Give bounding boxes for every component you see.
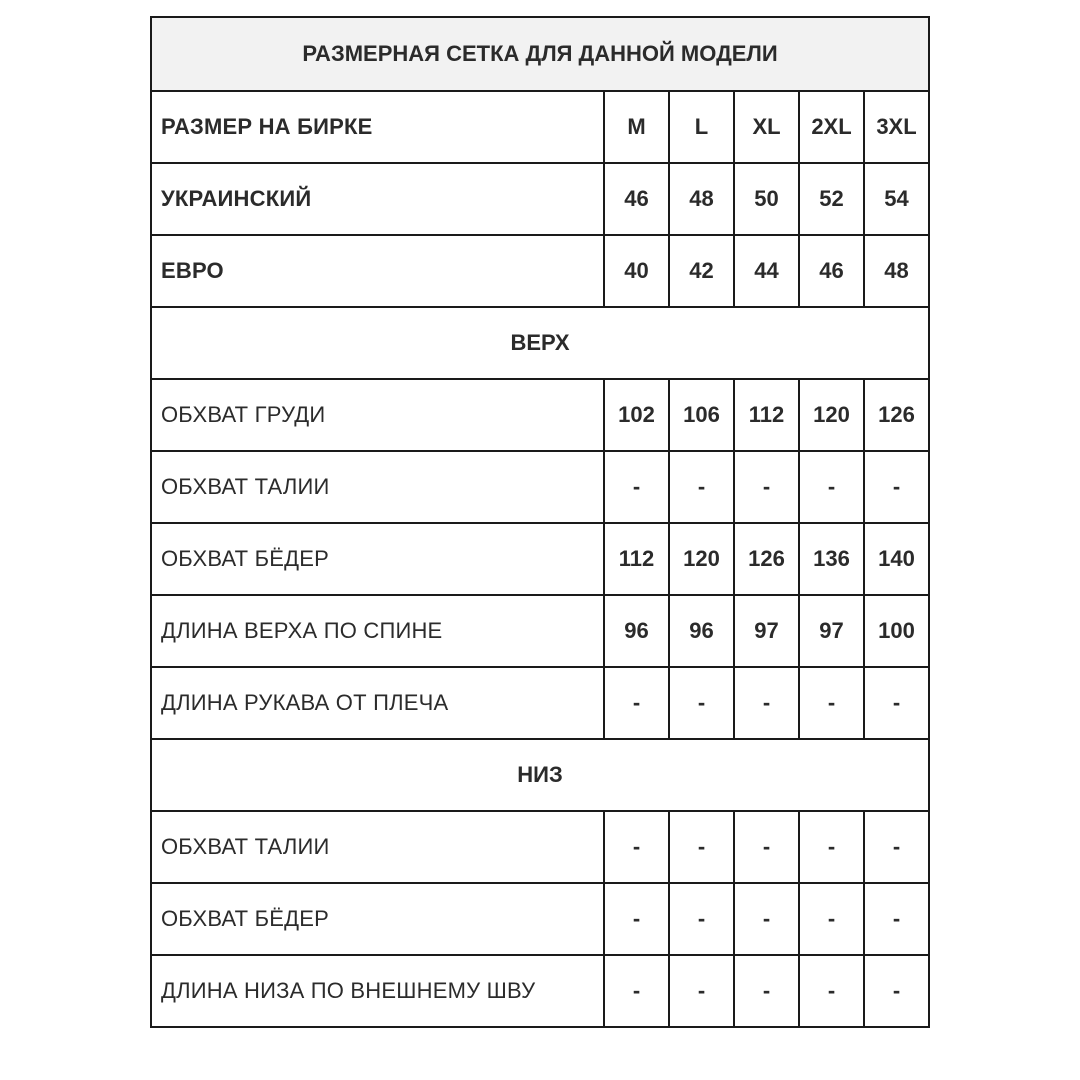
table-cell: - xyxy=(799,883,864,955)
section-header-bottom xyxy=(151,739,929,811)
row-label: ОБХВАТ БЁДЕР xyxy=(151,523,604,595)
table-cell: - xyxy=(734,883,799,955)
table-cell: 3XL xyxy=(864,91,929,163)
row-label: ДЛИНА РУКАВА ОТ ПЛЕЧА xyxy=(151,667,604,739)
table-row xyxy=(151,595,929,667)
table-cell: - xyxy=(734,667,799,739)
table-cell: - xyxy=(669,811,734,883)
row-label: ОБХВАТ БЁДЕР xyxy=(151,883,604,955)
table-cell: 120 xyxy=(799,379,864,451)
table-row xyxy=(151,955,929,1027)
table-row xyxy=(151,523,929,595)
table-row xyxy=(151,451,929,523)
table-cell: 46 xyxy=(604,163,669,235)
section-title: ВЕРХ xyxy=(151,307,929,379)
table-cell: 2XL xyxy=(799,91,864,163)
table-cell: - xyxy=(669,667,734,739)
table-cell: 96 xyxy=(669,595,734,667)
table-cell: 97 xyxy=(734,595,799,667)
table-cell: 136 xyxy=(799,523,864,595)
size-chart-table xyxy=(150,16,930,1028)
table-cell: 54 xyxy=(864,163,929,235)
table-cell: - xyxy=(604,811,669,883)
table-row xyxy=(151,667,929,739)
row-label: ДЛИНА ВЕРХА ПО СПИНЕ xyxy=(151,595,604,667)
table-cell: - xyxy=(799,451,864,523)
table-row xyxy=(151,883,929,955)
table-title-row xyxy=(151,17,929,91)
table-cell: - xyxy=(799,667,864,739)
table-cell: 48 xyxy=(864,235,929,307)
table-cell: 48 xyxy=(669,163,734,235)
table-cell: 97 xyxy=(799,595,864,667)
table-cell: - xyxy=(799,955,864,1027)
row-label: ЕВРО xyxy=(151,235,604,307)
table-cell: - xyxy=(604,451,669,523)
size-tag-row xyxy=(151,91,929,163)
table-cell: - xyxy=(864,811,929,883)
table-cell: 96 xyxy=(604,595,669,667)
table-title: РАЗМЕРНАЯ СЕТКА ДЛЯ ДАННОЙ МОДЕЛИ xyxy=(151,17,929,91)
section-header-top xyxy=(151,307,929,379)
row-label: УКРАИНСКИЙ xyxy=(151,163,604,235)
table-cell: 42 xyxy=(669,235,734,307)
table-cell: - xyxy=(604,883,669,955)
table-cell: 126 xyxy=(734,523,799,595)
row-label: ОБХВАТ ТАЛИИ xyxy=(151,811,604,883)
table-row xyxy=(151,379,929,451)
table-cell: 46 xyxy=(799,235,864,307)
row-label: РАЗМЕР НА БИРКЕ xyxy=(151,91,604,163)
table-cell: M xyxy=(604,91,669,163)
table-cell: - xyxy=(669,883,734,955)
table-cell: - xyxy=(669,451,734,523)
table-cell: 140 xyxy=(864,523,929,595)
row-label: ДЛИНА НИЗА ПО ВНЕШНЕМУ ШВУ xyxy=(151,955,604,1027)
table-cell: L xyxy=(669,91,734,163)
table-cell: - xyxy=(734,451,799,523)
table-cell: - xyxy=(864,955,929,1027)
table-cell: 106 xyxy=(669,379,734,451)
table-cell: XL xyxy=(734,91,799,163)
table-cell: - xyxy=(604,667,669,739)
table-cell: 50 xyxy=(734,163,799,235)
row-label: ОБХВАТ ГРУДИ xyxy=(151,379,604,451)
table-cell: 100 xyxy=(864,595,929,667)
table-cell: 102 xyxy=(604,379,669,451)
table-cell: - xyxy=(864,451,929,523)
section-title: НИЗ xyxy=(151,739,929,811)
table-cell: 120 xyxy=(669,523,734,595)
table-cell: - xyxy=(734,955,799,1027)
euro-size-row xyxy=(151,235,929,307)
table-cell: 126 xyxy=(864,379,929,451)
table-cell: 40 xyxy=(604,235,669,307)
table-row xyxy=(151,811,929,883)
ukrainian-size-row xyxy=(151,163,929,235)
table-cell: 112 xyxy=(734,379,799,451)
table-cell: - xyxy=(669,955,734,1027)
table-cell: - xyxy=(734,811,799,883)
table-cell: - xyxy=(799,811,864,883)
table-cell: 44 xyxy=(734,235,799,307)
row-label: ОБХВАТ ТАЛИИ xyxy=(151,451,604,523)
table-cell: - xyxy=(604,955,669,1027)
table-cell: 112 xyxy=(604,523,669,595)
table-cell: - xyxy=(864,883,929,955)
table-cell: 52 xyxy=(799,163,864,235)
table-cell: - xyxy=(864,667,929,739)
